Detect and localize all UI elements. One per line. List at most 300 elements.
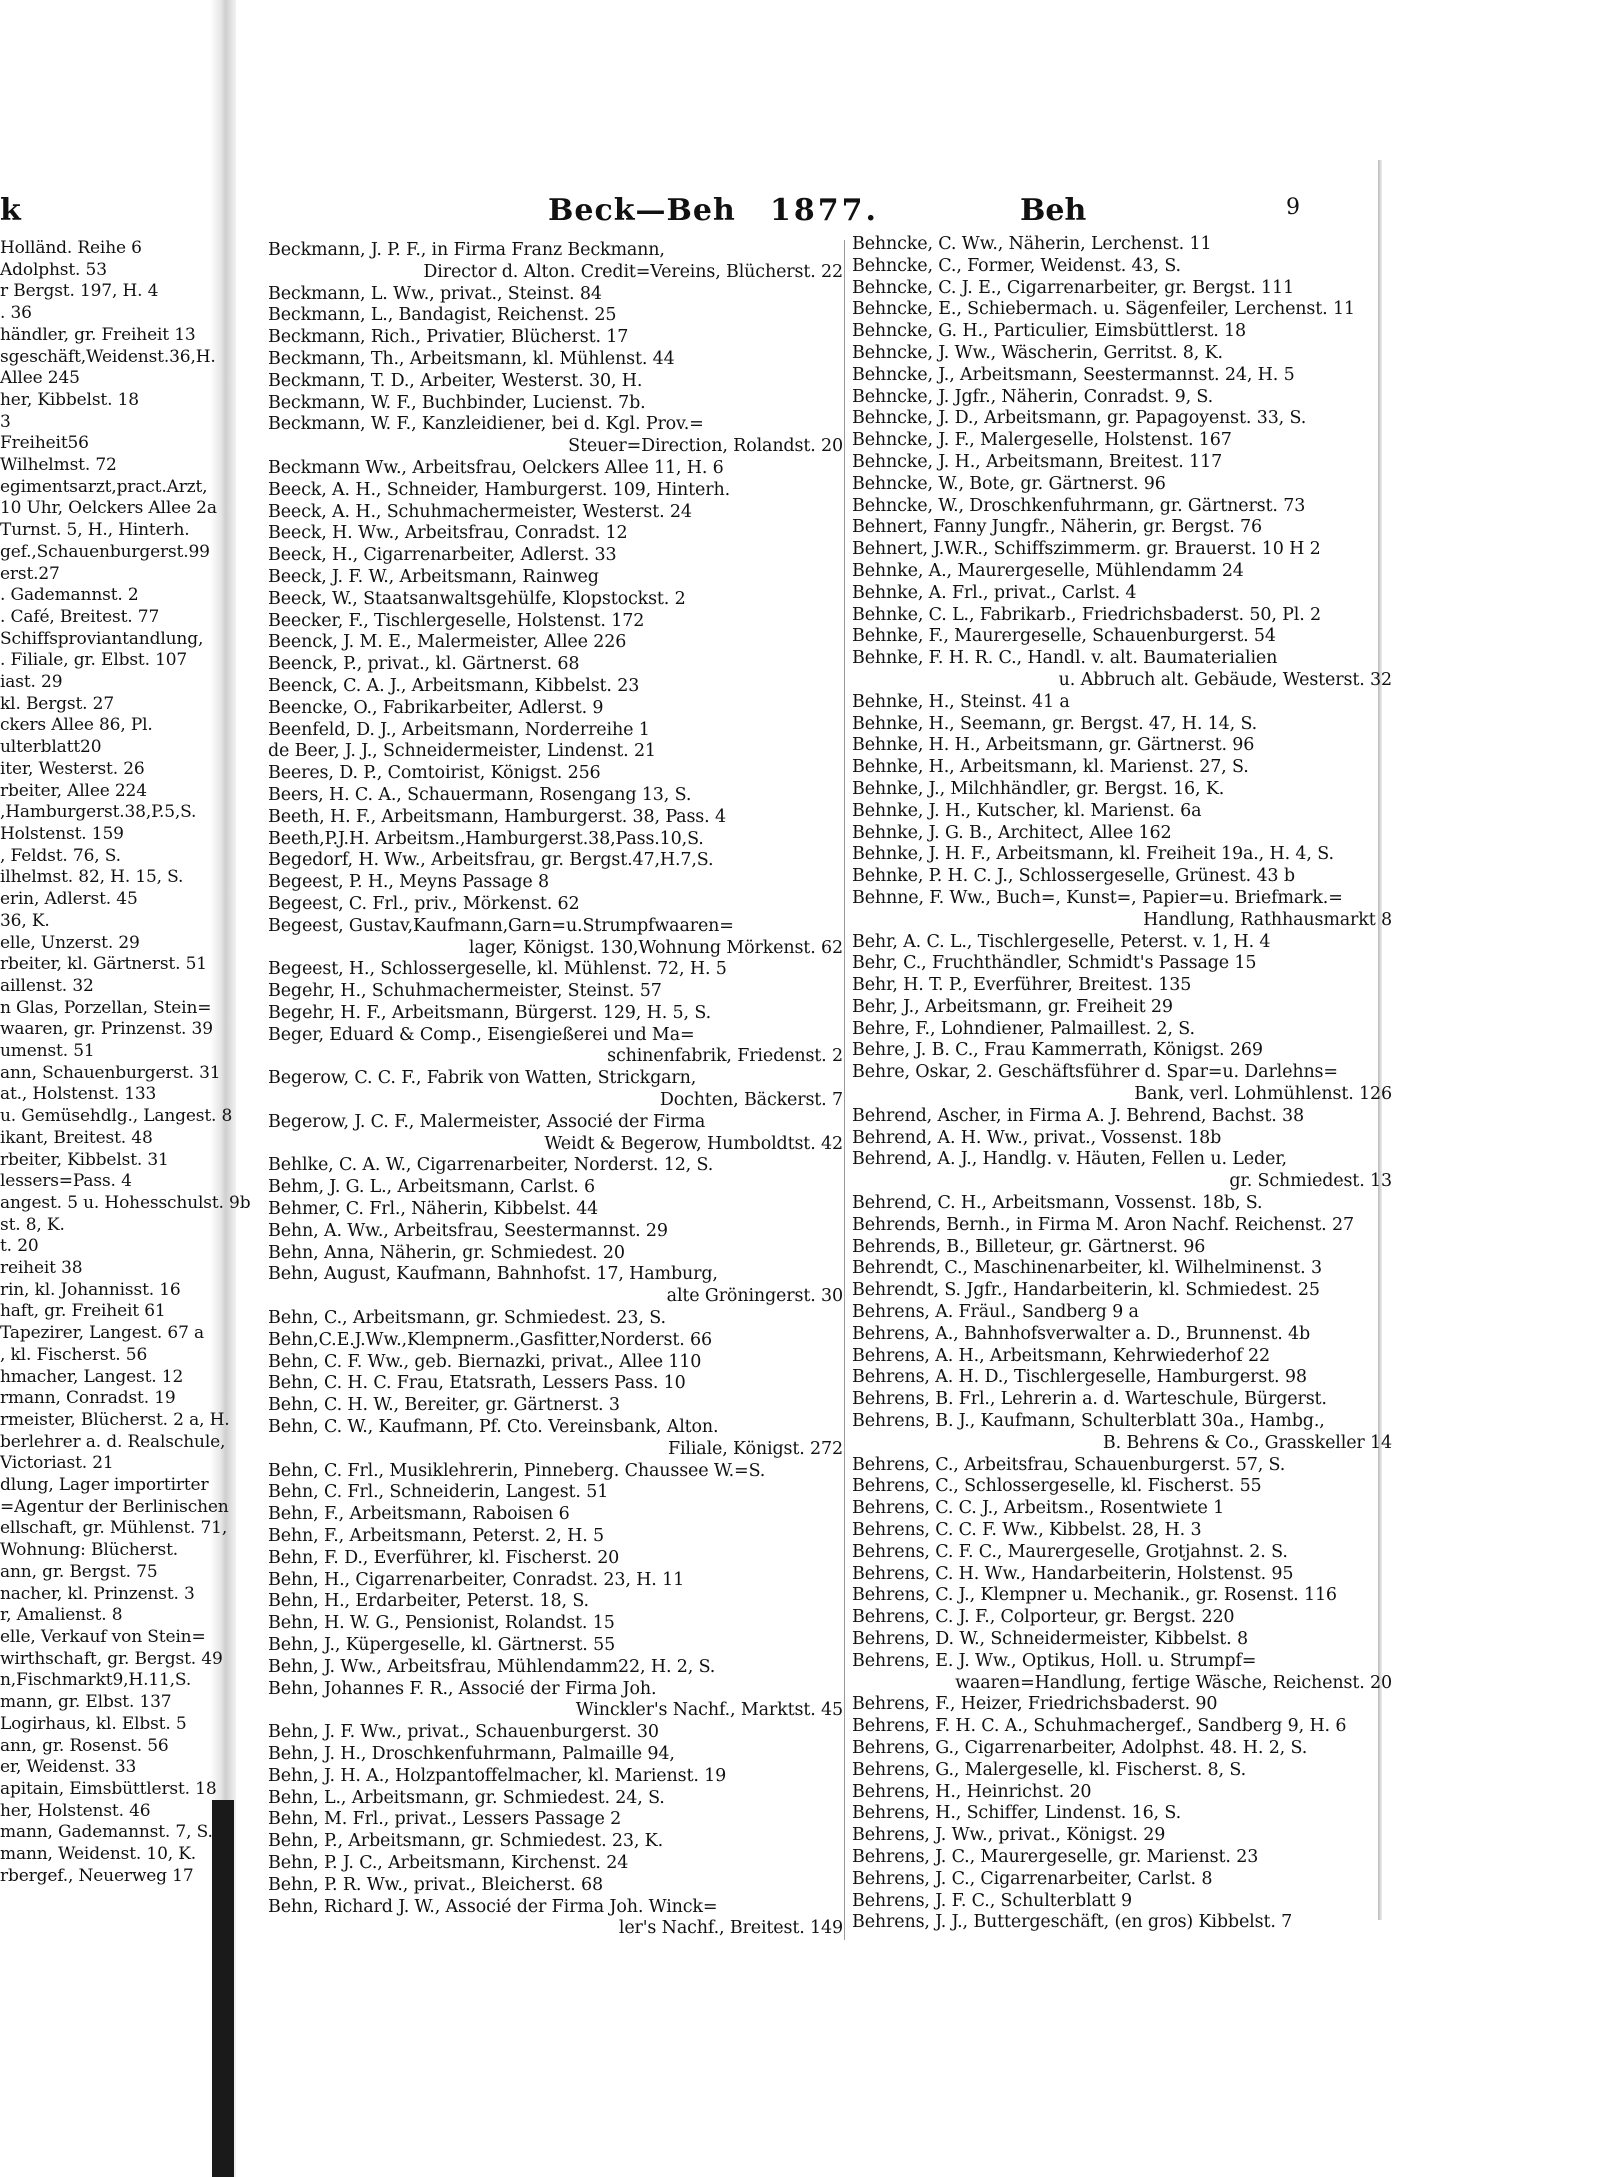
directory-entry — [852, 605, 1392, 627]
entry-text: Behn, C. F. Ww., geb. Biernazki, privat., Allee 110 — [268, 1351, 702, 1372]
entry-text: Behnke, A., Maurergeselle, Mühlendamm 24 — [852, 560, 1244, 581]
left-page-line: . Gademannst. 2 — [0, 585, 139, 606]
entry-continuation: Director d. Alton. Credit=Vereins, Blücherst. 22 — [423, 261, 843, 282]
entry-continuation: Dochten, Bäckerst. 7 — [659, 1090, 843, 1111]
directory-entry — [268, 1853, 843, 1875]
left-page-line: Turnst. 5, H., Hinterh. — [0, 520, 190, 541]
page-number: 9 — [1286, 195, 1300, 220]
running-head-range: Beck—Beh — [548, 193, 736, 228]
directory-entry — [852, 1651, 1392, 1695]
entry-text: Behn, F., Arbeitsmann, Raboisen 6 — [268, 1504, 570, 1525]
entry-text: Behrens, A. Fräul., Sandberg 9 a — [852, 1302, 1139, 1323]
left-page-line: Wilhelmst. 72 — [0, 455, 117, 476]
left-page-line: 3 — [0, 411, 11, 432]
entry-text: Beencke, O., Fabrikarbeiter, Adlerst. 9 — [268, 697, 604, 718]
directory-entry — [852, 1498, 1392, 1520]
directory-entry — [268, 1395, 843, 1417]
directory-entry — [852, 888, 1392, 932]
directory-entry — [852, 648, 1392, 692]
entry-text: Behncke, C. Ww., Näherin, Lerchenst. 11 — [852, 234, 1212, 254]
entry-text: Behncke, J. H., Arbeitsmann, Breitest. 117 — [852, 451, 1223, 472]
entry-text: Beeck, J. F. W., Arbeitsmann, Rainweg — [268, 566, 599, 587]
directory-entry — [852, 256, 1392, 278]
entry-text: Behnke, C. L., Fabrikarb., Friedrichsbaderst. 50, Pl. 2 — [852, 604, 1322, 625]
entry-text: Behr, C., Fruchthändler, Schmidt's Passage 15 — [852, 953, 1257, 974]
entry-text: Beckmann, Rich., Privatier, Blücherst. 17 — [268, 327, 629, 348]
entry-continuation: Filiale, Königst. 272 — [667, 1438, 843, 1459]
directory-entry — [852, 430, 1392, 452]
directory-entry — [268, 1722, 843, 1744]
left-page-line: rbeiter, Kibbelst. 31 — [0, 1149, 169, 1170]
left-page-line: ann, gr. Bergst. 75 — [0, 1561, 158, 1582]
directory-entry — [268, 1003, 843, 1025]
directory-entry — [852, 975, 1392, 997]
entry-text: Behn, J., Küpergeselle, kl. Gärtnerst. 55 — [268, 1635, 616, 1655]
entry-continuation: gr. Schmiedest. 13 — [1229, 1171, 1392, 1192]
directory-entry — [852, 714, 1392, 736]
left-page-line: berlehrer a. d. Realschule, — [0, 1431, 226, 1452]
left-page-line: hmacher, Langest. 12 — [0, 1366, 184, 1387]
entry-text: Behre, F., Lohndiener, Palmaillest. 2, S. — [852, 1018, 1195, 1039]
directory-entry — [268, 1613, 843, 1635]
entry-continuation: u. Abbruch alt. Gebäude, Westerst. 32 — [1058, 669, 1392, 690]
left-page-line: at., Holstenst. 133 — [0, 1084, 157, 1105]
left-page-line: mann, Gademannst. 7, S. — [0, 1822, 213, 1843]
left-page-line: elle, Unzerst. 29 — [0, 932, 140, 953]
entry-text: Behrendt, S. Jgfr., Handarbeiterin, kl. Schmiedest. 25 — [852, 1280, 1320, 1301]
entry-continuation: schinenfabrik, Friedenst. 2 — [607, 1046, 843, 1067]
left-page-line: n,Fischmarkt9,H.11,S. — [0, 1670, 192, 1691]
entry-text: Behrend, C. H., Arbeitsmann, Vossenst. 18b, S. — [852, 1193, 1263, 1214]
directory-entry — [268, 872, 843, 894]
entry-text: Beeres, D. P., Comtoirist, Königst. 256 — [268, 763, 601, 784]
entry-text: Behrens, F. H. C. A., Schuhmachergef., Sandberg 9, H. 6 — [852, 1716, 1347, 1737]
left-page-line: Holstenst. 159 — [0, 823, 124, 844]
entry-continuation: waaren=Handlung, fertige Wäsche, Reichenst. 20 — [955, 1672, 1392, 1693]
entry-text: Beckmann, L., Bandagist, Reichenst. 25 — [268, 305, 617, 326]
directory-entry — [268, 1243, 843, 1265]
entry-text: Behncke, J. Jgfr., Näherin, Conradst. 9, S. — [852, 386, 1214, 407]
directory-entry — [268, 305, 843, 327]
left-page-line: rmeister, Blücherst. 2 a, H. — [0, 1409, 230, 1430]
entry-text: Behn, L., Arbeitsmann, gr. Schmiedest. 24, S. — [268, 1787, 665, 1808]
entry-text: Behn, P. J. C., Arbeitsmann, Kirchenst. 24 — [268, 1852, 629, 1873]
directory-entry — [852, 1367, 1392, 1389]
entry-text: Behrend, A. H. Ww., privat., Vossenst. 18b — [852, 1127, 1222, 1148]
entry-text: Behn, H., Erdarbeiter, Peterst. 18, S. — [268, 1591, 589, 1612]
entry-text: Begedorf, H. Ww., Arbeitsfrau, gr. Bergst.47,H.7,S. — [268, 850, 714, 871]
entry-text: Behn, M. Frl., privat., Lessers Passage 2 — [268, 1809, 622, 1830]
entry-text: Behrens, B. J., Kaufmann, Schulterblatt 30a., Hambg., — [852, 1411, 1325, 1432]
left-page-line: er, Weidenst. 33 — [0, 1757, 137, 1778]
entry-text: Behre, J. B. C., Frau Kammerrath, Königst. 269 — [852, 1040, 1263, 1061]
directory-entry — [852, 1455, 1392, 1477]
entry-text: Behn, F., Arbeitsmann, Peterst. 2, H. 5 — [268, 1526, 605, 1547]
directory-entry — [268, 1482, 843, 1504]
entry-text: Behn, H., Cigarrenarbeiter, Conradst. 23, H. 11 — [268, 1569, 685, 1590]
left-running-head: k — [0, 193, 21, 228]
left-page-line: mann, gr. Elbst. 137 — [0, 1692, 172, 1713]
directory-entry — [268, 1199, 843, 1221]
entry-text: Behncke, J. D., Arbeitsmann, gr. Papagoyenst. 33, S. — [852, 408, 1307, 429]
directory-entry — [268, 1766, 843, 1788]
directory-entry — [268, 1570, 843, 1592]
directory-entry — [268, 1221, 843, 1243]
entry-text: Behrends, Bernh., in Firma M. Aron Nachf. Reichenst. 27 — [852, 1214, 1354, 1235]
directory-entry — [268, 327, 843, 349]
directory-entry — [268, 611, 843, 633]
directory-entry — [268, 1330, 843, 1352]
directory-entry — [852, 779, 1392, 801]
left-page-line: ,Hamburgerst.38,P.5,S. — [0, 802, 197, 823]
entry-text: Begerow, C. C. F., Fabrik von Watten, Strickgarn, — [268, 1068, 697, 1089]
left-page-line: Tapezirer, Langest. 67 a — [0, 1323, 204, 1344]
directory-entry — [268, 654, 843, 676]
entry-text: Behnke, F., Maurergeselle, Schauenburgerst. 54 — [852, 626, 1276, 647]
entry-text: Behn, C. H. C. Frau, Etatsrath, Lessers Pass. 10 — [268, 1373, 686, 1394]
directory-entry — [268, 1657, 843, 1679]
left-page-line: händler, gr. Freiheit 13 — [0, 324, 196, 345]
directory-entry — [268, 1744, 843, 1766]
entry-text: Behn, Anna, Näherin, gr. Schmiedest. 20 — [268, 1242, 625, 1263]
left-page-line: 10 Uhr, Oelckers Allee 2a — [0, 498, 217, 519]
left-page-line: rmann, Conradst. 19 — [0, 1388, 176, 1409]
left-page-line: her, Holstenst. 46 — [0, 1800, 151, 1821]
directory-entry — [268, 720, 843, 742]
left-page-line: u. Gemüsehdlg., Langest. 8 — [0, 1106, 233, 1127]
entry-text: Behnert, J.W.R., Schiffszimmerm. gr. Brauerst. 10 H 2 — [852, 539, 1321, 560]
entry-text: Begeest, P. H., Meyns Passage 8 — [268, 872, 549, 893]
running-head — [240, 193, 1380, 233]
entry-text: Beckmann, J. P. F., in Firma Franz Beckmann, — [268, 240, 665, 260]
directory-entry — [268, 676, 843, 698]
directory-entry — [268, 785, 843, 807]
entry-text: Behnne, F. Ww., Buch=, Kunst=, Papier=u. Briefmark.= — [852, 887, 1343, 908]
directory-entry — [852, 299, 1392, 321]
directory-entry — [852, 932, 1392, 954]
entry-text: Behrend, A. J., Handlg. v. Häuten, Fellen u. Leder, — [852, 1149, 1287, 1170]
left-page-line: iast. 29 — [0, 672, 63, 693]
directory-entry — [852, 1106, 1392, 1128]
directory-entry — [268, 545, 843, 567]
entry-text: Beckmann Ww., Arbeitsfrau, Oelckers Allee 11, H. 6 — [268, 457, 724, 478]
directory-entry — [852, 1847, 1392, 1869]
directory-entry — [852, 1128, 1392, 1150]
directory-entry — [268, 698, 843, 720]
entry-text: Behncke, J., Arbeitsmann, Seestermannst. 24, H. 5 — [852, 364, 1295, 385]
directory-entry — [268, 502, 843, 524]
entry-text: Begerow, J. C. F., Malermeister, Associé der Firma — [268, 1111, 706, 1132]
left-page-line: rbeiter, kl. Gärtnerst. 51 — [0, 954, 207, 975]
entry-text: Behn, C. H. W., Bereiter, gr. Gärtnerst. 3 — [268, 1395, 620, 1416]
directory-entry — [852, 496, 1392, 518]
entry-text: Behrens, J. Ww., privat., Königst. 29 — [852, 1825, 1166, 1846]
directory-entry — [852, 953, 1392, 975]
left-page-line: erst.27 — [0, 563, 60, 584]
directory-entry — [852, 1738, 1392, 1760]
left-page-line: aillenst. 32 — [0, 975, 94, 996]
left-page-line: r, Amalienst. 8 — [0, 1605, 123, 1626]
left-page-line: rin, kl. Johannisst. 16 — [0, 1279, 181, 1300]
left-page-line: Holländ. Reihe 6 — [0, 238, 142, 258]
directory-entry — [852, 1891, 1392, 1913]
left-page-line: t. 20 — [0, 1236, 39, 1257]
left-page-line: 36, K. — [0, 910, 50, 931]
entry-text: Beenfeld, D. J., Arbeitsmann, Norderreihe 1 — [268, 719, 650, 740]
directory-entry — [852, 1760, 1392, 1782]
entry-text: Beckmann, W. F., Buchbinder, Lucienst. 7b. — [268, 392, 646, 413]
entry-text: Behncke, C., Former, Weidenst. 43, S. — [852, 255, 1181, 276]
entry-text: Behnert, Fanny Jungfr., Näherin, gr. Bergst. 76 — [852, 517, 1263, 538]
left-page-line: ulterblatt20 — [0, 737, 102, 758]
entry-text: Behn, Richard J. W., Associé der Firma Joh. Winck= — [268, 1896, 718, 1917]
left-page-line: ckers Allee 86, Pl. — [0, 715, 153, 736]
entry-text: Beecker, F., Tischlergeselle, Holstenst. 172 — [268, 610, 645, 631]
entry-text: Behnke, J. H. F., Arbeitsmann, kl. Freiheit 19a., H. 4, S. — [852, 844, 1334, 865]
directory-entry — [268, 1373, 843, 1395]
left-page-line: ellschaft, gr. Mühlenst. 71, — [0, 1518, 228, 1539]
entry-text: Behrens, C. C. J., Arbeitsm., Rosentwiete 1 — [852, 1498, 1225, 1519]
entry-text: Behn, F. D., Everführer, kl. Fischerst. 20 — [268, 1547, 620, 1568]
entry-text: Behrens, C. H. Ww., Handarbeiterin, Holstenst. 95 — [852, 1563, 1294, 1584]
directory-entry — [268, 284, 843, 306]
entry-text: Behn, P., Arbeitsmann, gr. Schmiedest. 23, K. — [268, 1831, 664, 1852]
entry-text: Behn, A. Ww., Arbeitsfrau, Seestermannst. 29 — [268, 1220, 668, 1241]
entry-continuation: Steuer=Direction, Rolandst. 20 — [568, 436, 843, 457]
entry-text: Behr, J., Arbeitsmann, gr. Freiheit 29 — [852, 996, 1173, 1017]
directory-entry — [852, 801, 1392, 823]
entry-text: Behncke, J. F., Malergeselle, Holstenst. 167 — [852, 430, 1232, 451]
directory-entry — [852, 1280, 1392, 1302]
left-page-line: elle, Verkauf von Stein= — [0, 1627, 206, 1647]
entry-text: Behn, August, Kaufmann, Bahnhofst. 17, Hamburg, — [268, 1264, 718, 1285]
left-page-line: mann, Weidenst. 10, K. — [0, 1844, 197, 1865]
directory-entry — [852, 1585, 1392, 1607]
directory-entry — [268, 1809, 843, 1831]
entry-text: Beenck, P., privat., kl. Gärtnerst. 68 — [268, 654, 580, 675]
directory-entry — [852, 408, 1392, 430]
directory-entry — [852, 474, 1392, 496]
directory-entry — [268, 567, 843, 589]
left-page-line: n Glas, Porzellan, Stein= — [0, 997, 212, 1018]
directory-entry — [852, 365, 1392, 387]
directory-entry — [852, 1411, 1392, 1455]
directory-entry — [852, 1869, 1392, 1891]
directory-entry — [268, 480, 843, 502]
entry-text: de Beer, J. J., Schneidermeister, Lindenst. 21 — [268, 741, 656, 762]
entry-continuation: alte Gröningerst. 30 — [666, 1286, 843, 1307]
entry-text: Behn, H. W. G., Pensionist, Rolandst. 15 — [268, 1613, 615, 1634]
entry-text: Behnke, H., Arbeitsmann, kl. Marienst. 27, S. — [852, 757, 1249, 778]
entry-text: Behrend, Ascher, in Firma A. J. Behrend, Bachst. 38 — [852, 1105, 1305, 1126]
directory-entry — [268, 1068, 843, 1112]
entry-text: Begehr, H., Schuhmachermeister, Steinst. 57 — [268, 981, 662, 1002]
directory-entry — [268, 959, 843, 981]
entry-text: Beeck, A. H., Schneider, Hamburgerst. 109, Hinterh. — [268, 479, 731, 500]
entry-continuation: Bank, verl. Lohmühlenst. 126 — [1134, 1084, 1392, 1105]
running-head-key: Beh — [1020, 193, 1087, 228]
entry-text: Behmer, C. Frl., Näherin, Kibbelst. 44 — [268, 1199, 599, 1220]
entry-text: Begehr, H. F., Arbeitsmann, Bürgerst. 129, H. 5, S. — [268, 1002, 711, 1023]
left-page-line: . Café, Breitest. 77 — [0, 606, 160, 627]
entry-text: Behncke, C. J. E., Cigarrenarbeiter, gr. Bergst. 111 — [852, 277, 1294, 298]
entry-text: Behnke, A. Frl., privat., Carlst. 4 — [852, 582, 1137, 603]
entry-text: Behre, Oskar, 2. Geschäftsführer d. Spar=u. Darlehns= — [852, 1062, 1338, 1083]
entry-continuation: lager, Königst. 130,Wohnung Mörkenst. 62 — [468, 937, 843, 958]
entry-text: Beckmann, T. D., Arbeiter, Westerst. 30, H. — [268, 370, 643, 391]
entry-text: Behn,C.E.J.Ww.,Klempnerm.,Gasfitter,Norderst. 66 — [268, 1329, 712, 1350]
left-page-line: , Feldst. 76, S. — [0, 845, 121, 866]
left-page-line: gef.,Schauenburgerst.99 — [0, 541, 210, 562]
left-page-line: kl. Bergst. 27 — [0, 693, 115, 714]
directory-entry — [852, 1389, 1392, 1411]
directory-entry — [852, 1302, 1392, 1324]
left-page-line: waaren, gr. Prinzenst. 39 — [0, 1019, 213, 1040]
entry-text: Beger, Eduard & Comp., Eisengießerei und Ma= — [268, 1024, 695, 1045]
entry-text: Behrens, C. J. F., Colporteur, gr. Bergst. 220 — [852, 1607, 1235, 1628]
entry-text: Behn, J. H. A., Holzpantoffelmacher, kl. Marienst. 19 — [268, 1765, 727, 1786]
directory-entry — [268, 850, 843, 872]
entry-text: Behrendt, C., Maschinenarbeiter, kl. Wilhelminenst. 3 — [852, 1258, 1322, 1279]
entry-text: Behrens, H., Schiffer, Lindenst. 16, S. — [852, 1803, 1182, 1824]
entry-text: Beckmann, Th., Arbeitsmann, kl. Mühlenst. 44 — [268, 348, 675, 369]
left-page-line: erin, Adlerst. 45 — [0, 889, 138, 910]
entry-text: Beeck, H. Ww., Arbeitsfrau, Conradst. 12 — [268, 523, 628, 544]
directory-entry — [852, 1782, 1392, 1804]
entry-text: Behncke, G. H., Particulier, Eimsbüttlerst. 18 — [852, 321, 1246, 342]
directory-entry — [268, 763, 843, 785]
left-page-fragment — [0, 0, 251, 2177]
entry-text: Behr, A. C. L., Tischlergeselle, Peterst. v. 1, H. 4 — [852, 931, 1271, 952]
directory-entry — [852, 1629, 1392, 1651]
entry-text: Behrens, H., Heinrichst. 20 — [852, 1781, 1092, 1802]
directory-entry — [268, 349, 843, 371]
entry-text: Behrens, G., Malergeselle, kl. Fischerst. 8, S. — [852, 1759, 1246, 1780]
entry-text: Behnke, J. H., Kutscher, kl. Marienst. 6a — [852, 800, 1202, 821]
directory-entry — [268, 1897, 843, 1941]
directory-entry — [268, 393, 843, 415]
directory-entry — [852, 234, 1392, 256]
directory-entry — [268, 458, 843, 480]
directory-entry — [268, 1526, 843, 1548]
directory-entry — [268, 894, 843, 916]
left-page-line: Wohnung: Blücherst. — [0, 1540, 179, 1561]
entry-text: Behncke, J. Ww., Wäscherin, Gerritst. 8, K. — [852, 342, 1223, 363]
entry-continuation: B. Behrens & Co., Grasskeller 14 — [1102, 1432, 1392, 1453]
left-page-line: ilhelmst. 82, H. 15, S. — [0, 867, 184, 888]
entry-text: Behrens, J. C., Maurergeselle, gr. Marienst. 23 — [852, 1846, 1259, 1867]
directory-entry — [268, 1025, 843, 1069]
left-page-line: umenst. 51 — [0, 1041, 95, 1062]
left-page-line: reiheit 38 — [0, 1258, 83, 1279]
entry-text: Beenck, J. M. E., Malermeister, Allee 226 — [268, 632, 627, 653]
left-page-line: rbeiter, Allee 224 — [0, 780, 147, 801]
directory-entry — [268, 414, 843, 458]
entry-text: Begeest, C. Frl., priv., Mörkenst. 62 — [268, 893, 580, 914]
directory-entry — [852, 1324, 1392, 1346]
left-page-line: nacher, kl. Prinzenst. 3 — [0, 1583, 195, 1604]
directory-entry — [268, 240, 843, 284]
entry-text: Behrens, A. H., Arbeitsmann, Kehrwiederhof 22 — [852, 1345, 1270, 1366]
entry-continuation: Handlung, Rathhausmarkt 8 — [1143, 909, 1392, 930]
directory-entry — [852, 539, 1392, 561]
entry-text: Behncke, E., Schiebermach. u. Sägenfeiler, Lerchenst. 11 — [852, 299, 1355, 320]
entry-text: Behncke, W., Droschkenfuhrmann, gr. Gärtnerst. 73 — [852, 495, 1306, 516]
entry-text: Behn, C. Frl., Schneiderin, Langest. 51 — [268, 1482, 609, 1503]
entry-text: Begeest, Gustav,Kaufmann,Garn=u.Strumpfwaaren= — [268, 915, 734, 936]
directory-entry — [852, 1062, 1392, 1106]
directory-entry — [852, 517, 1392, 539]
left-page-line: r Bergst. 197, H. 4 — [0, 281, 159, 302]
directory-entry — [268, 1679, 843, 1723]
entry-text: Behnke, J., Milchhändler, gr. Bergst. 16, K. — [852, 778, 1225, 799]
directory-column-right — [852, 234, 1392, 1934]
directory-entry — [852, 1346, 1392, 1368]
directory-entry — [268, 523, 843, 545]
left-page-line: Victoriast. 21 — [0, 1453, 114, 1474]
entry-text: Begeest, H., Schlossergeselle, kl. Mühlenst. 72, H. 5 — [268, 959, 727, 980]
directory-entry — [268, 1417, 843, 1461]
entry-text: Beenck, C. A. J., Arbeitsmann, Kibbelst. 23 — [268, 675, 640, 696]
left-page-line: ann, Schauenburgerst. 31 — [0, 1062, 221, 1083]
directory-entry — [852, 1258, 1392, 1280]
entry-text: Behrens, J. J., Buttergeschäft, (en gros) Kibbelst. 7 — [852, 1912, 1293, 1933]
left-page-line: st. 8, K. — [0, 1214, 65, 1235]
entry-text: Behrends, B., Billeteur, gr. Gärtnerst. 96 — [852, 1236, 1206, 1257]
entry-text: Behrens, C. C. F. Ww., Kibbelst. 28, H. 3 — [852, 1520, 1202, 1541]
entry-text: Behrens, F., Heizer, Friedrichsbaderst. 90 — [852, 1694, 1218, 1715]
left-page-line: egimentsarzt,pract.Arzt, — [0, 476, 208, 497]
left-page-line: rbergef., Neuerweg 17 — [0, 1865, 194, 1886]
entry-text: Behn, P. R. Ww., privat., Bleicherst. 68 — [268, 1874, 603, 1895]
directory-entry — [268, 371, 843, 393]
entry-text: Behrens, B. Frl., Lehrerin a. d. Warteschule, Bürgerst. — [852, 1389, 1327, 1410]
entry-continuation: Winckler's Nachf., Marktst. 45 — [575, 1700, 843, 1721]
directory-entry — [268, 1635, 843, 1657]
entry-text: Behn, J. H., Droschkenfuhrmann, Palmaille 94, — [268, 1743, 675, 1764]
entry-text: Beckmann, W. F., Kanzleidiener, bei d. Kgl. Prov.= — [268, 414, 704, 435]
left-page-line: Adolphst. 53 — [0, 259, 107, 280]
entry-text: Behrens, D. W., Schneidermeister, Kibbelst. 8 — [852, 1629, 1248, 1649]
left-page-line: Freiheit56 — [0, 433, 89, 454]
directory-entry — [268, 632, 843, 654]
entry-text: Beers, H. C. A., Schauermann, Rosengang 13, S. — [268, 784, 692, 805]
right-page — [240, 0, 1392, 2177]
directory-entry — [268, 1461, 843, 1483]
entry-text: Behnke, H., Seemann, gr. Bergst. 47, H. 14, S. — [852, 713, 1258, 734]
directory-entry — [268, 589, 843, 611]
entry-text: Behn, J. F. Ww., privat., Schauenburgerst. 30 — [268, 1722, 659, 1743]
directory-entry — [268, 1504, 843, 1526]
directory-column-left — [268, 240, 843, 1940]
entry-text: Behn, C. Frl., Musiklehrerin, Pinneberg. Chaussee W.=S. — [268, 1460, 766, 1481]
directory-entry — [268, 1591, 843, 1613]
directory-entry — [852, 583, 1392, 605]
left-page-line: apitain, Eimsbüttlerst. 18 — [0, 1778, 217, 1799]
directory-entry — [852, 1825, 1392, 1847]
directory-entry — [852, 844, 1392, 866]
directory-entry — [852, 278, 1392, 300]
directory-entry — [852, 1215, 1392, 1237]
left-page-line: . Filiale, gr. Elbst. 107 — [0, 650, 188, 671]
directory-entry — [268, 1831, 843, 1853]
left-page-line: Allee 245 — [0, 368, 80, 389]
directory-entry — [852, 1237, 1392, 1259]
directory-entry — [268, 829, 843, 851]
left-page-line: Logirhaus, kl. Elbst. 5 — [0, 1713, 187, 1734]
entry-text: Behnke, P. H. C. J., Schlossergeselle, Grünest. 43 b — [852, 866, 1295, 887]
directory-entry — [268, 1155, 843, 1177]
